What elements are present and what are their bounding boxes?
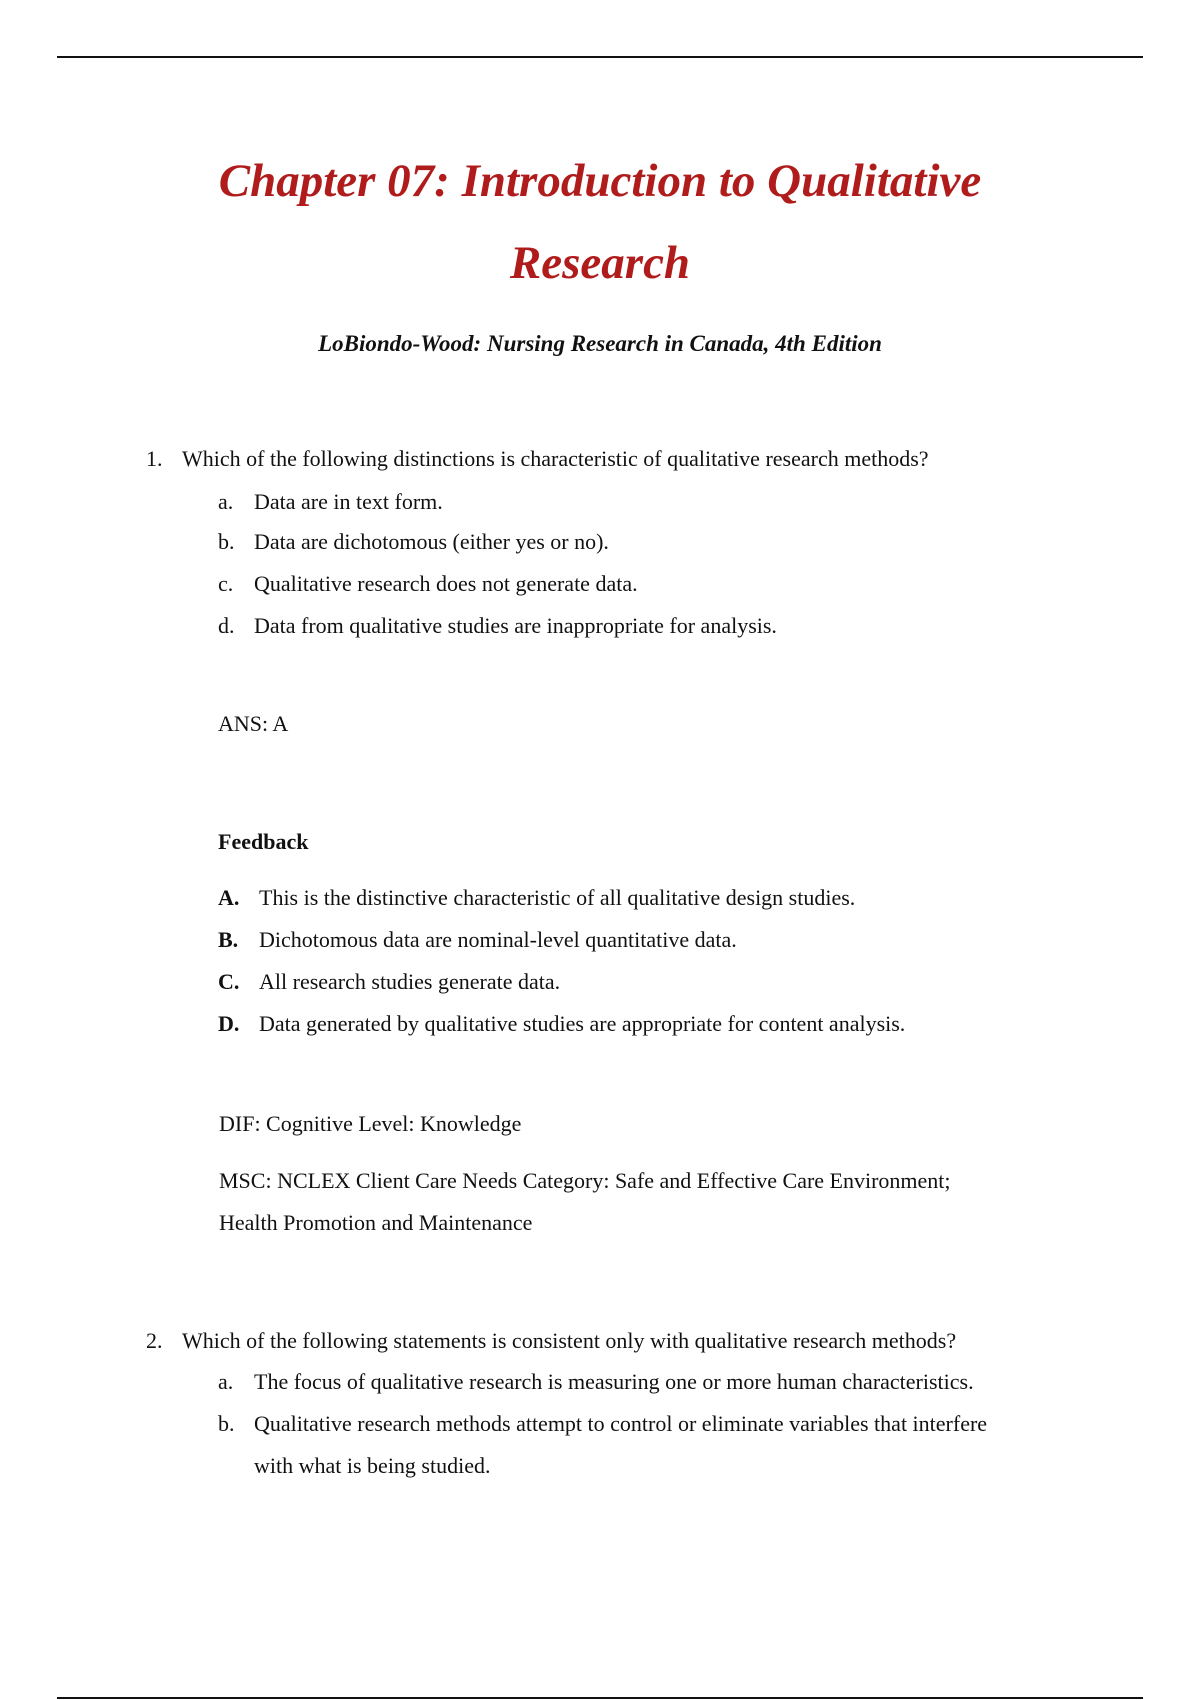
feedback-heading: Feedback (218, 829, 309, 854)
feedback-letter: B. (218, 927, 239, 952)
option-letter: c. (218, 571, 234, 596)
option-text: Qualitative research methods attempt to control or eliminate variables that interfere with what is being studied. (254, 1411, 988, 1478)
feedback-text: All research studies generate data. (259, 969, 561, 994)
option-text: Data are dichotomous (either yes or no). (254, 529, 609, 554)
feedback-letter: D. (218, 1011, 240, 1036)
answer-key: ANS: A (218, 711, 289, 736)
question-text: Which of the following statements is consistent only with qualitative research methods? (182, 1328, 957, 1353)
msc-category-line-2: Health Promotion and Maintenance (219, 1210, 533, 1235)
option-text: Data are in text form. (254, 489, 443, 514)
option-letter: b. (218, 1411, 235, 1436)
book-subtitle: LoBiondo-Wood: Nursing Research in Canada, 4th Edition (318, 331, 882, 356)
option-text: The focus of qualitative research is measuring one or more human characteristics. (254, 1369, 974, 1394)
option-letter: b. (218, 529, 235, 554)
difficulty-level: DIF: Cognitive Level: Knowledge (219, 1111, 522, 1136)
feedback-text: Data generated by qualitative studies are appropriate for content analysis. (259, 1011, 906, 1036)
feedback-text: Dichotomous data are nominal-level quantitative data. (259, 927, 737, 952)
question-text: Which of the following distinctions is characteristic of qualitative research methods? (182, 446, 929, 471)
feedback-letter: C. (218, 969, 240, 994)
feedback-letter: A. (218, 885, 240, 910)
option-letter: a. (218, 489, 234, 514)
chapter-title-line-2: Research (509, 237, 691, 289)
bottom-rule (57, 1697, 1143, 1699)
top-rule (57, 56, 1143, 58)
chapter-title (0, 140, 1200, 304)
question-number: 2. (146, 1328, 163, 1353)
question-number: 1. (146, 446, 163, 471)
option-letter: d. (218, 613, 235, 638)
feedback-text: This is the distinctive characteristic of all qualitative design studies. (259, 885, 856, 910)
option-text: Qualitative research does not generate data. (254, 571, 638, 596)
option-text: Data from qualitative studies are inappropriate for analysis. (254, 613, 777, 638)
msc-category-line-1: MSC: NCLEX Client Care Needs Category: Safe and Effective Care Environment; (219, 1168, 951, 1193)
option-letter: a. (218, 1369, 234, 1394)
chapter-title-line-1: Chapter 07: Introduction to Qualitative (218, 155, 982, 207)
